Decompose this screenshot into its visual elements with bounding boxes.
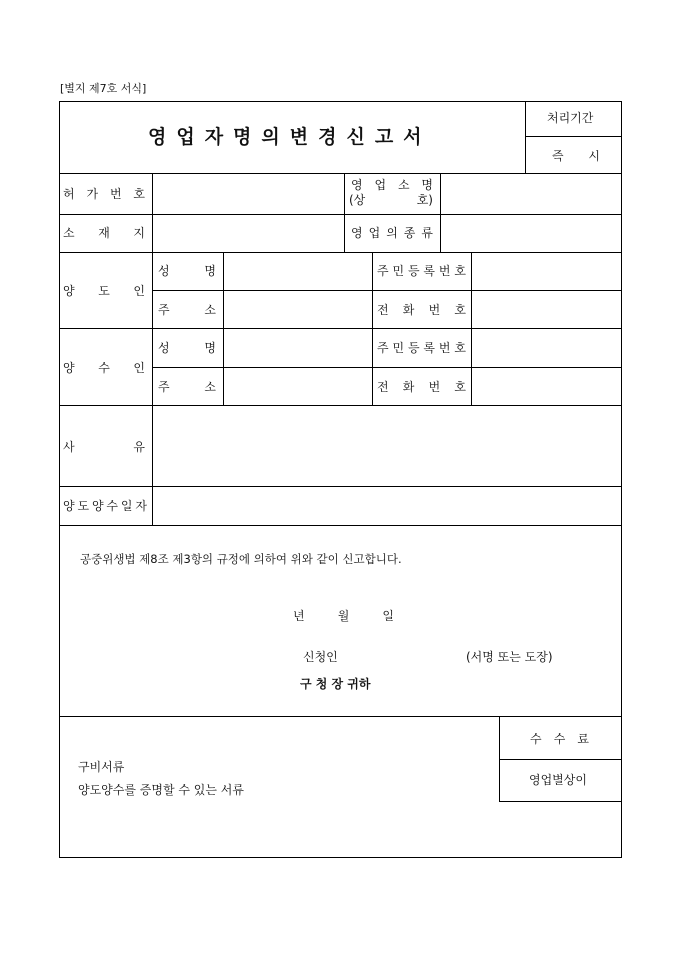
transferee-label: 양 수 인	[63, 361, 145, 375]
business-type-label: 영 업 의 종 류	[351, 226, 433, 240]
processing-period-label: 처리기간	[547, 111, 594, 125]
location-field[interactable]	[153, 215, 343, 251]
rule	[59, 525, 622, 526]
rule	[525, 101, 526, 173]
transferor-resident-number-field[interactable]	[472, 253, 621, 289]
reason-field[interactable]	[153, 406, 621, 485]
transferor-address-label: 주 소	[158, 303, 216, 317]
border-bottom	[59, 857, 622, 858]
business-name-field[interactable]	[441, 174, 621, 213]
form-number: [별지 제7호 서식]	[60, 82, 147, 95]
transferor-label: 양 도 인	[63, 284, 145, 298]
transferee-phone-field[interactable]	[472, 368, 621, 404]
location-label: 소 재 지	[63, 226, 145, 240]
transferor-address-field[interactable]	[224, 291, 371, 327]
transferee-resident-number-field[interactable]	[472, 329, 621, 366]
declaration-statement: 공중위생법 제8조 제3항의 규정에 의하여 위와 같이 신고합니다.	[80, 552, 402, 566]
transferee-phone-label: 전 화 번 호	[377, 380, 466, 394]
recipient: 구 청 장 귀하	[300, 677, 371, 691]
required-docs-item: 양도양수를 증명할 수 있는 서류	[78, 783, 244, 797]
transfer-date-label: 양 도 양 수 일 자	[63, 499, 147, 513]
border-right	[621, 101, 622, 857]
transferee-address-label: 주 소	[158, 380, 216, 394]
permit-number-label: 허 가 번 호	[63, 187, 145, 201]
transferee-name-field[interactable]	[224, 329, 371, 366]
declaration-date: 년 월 일	[293, 609, 394, 623]
reason-label: 사 유	[63, 440, 145, 454]
business-type-field[interactable]	[441, 215, 621, 251]
signature-label: (서명 또는 도장)	[466, 650, 553, 664]
transferor-resident-number-label: 주 민 등 록 번 호	[377, 264, 466, 278]
required-docs-label: 구비서류	[78, 760, 125, 774]
transfer-date-field[interactable]	[153, 487, 621, 524]
rule	[344, 173, 345, 252]
rule	[499, 801, 622, 802]
rule	[525, 136, 622, 137]
permit-number-field[interactable]	[153, 174, 343, 213]
transferor-phone-field[interactable]	[472, 291, 621, 327]
applicant-label: 신청인	[303, 650, 338, 664]
transferor-name-label: 성 명	[158, 264, 216, 278]
transferee-address-field[interactable]	[224, 368, 371, 404]
transferor-name-field[interactable]	[224, 253, 371, 289]
transferor-phone-label: 전 화 번 호	[377, 303, 466, 317]
processing-period-value: 즉 시	[552, 149, 600, 163]
rule	[499, 759, 622, 760]
fee-label: 수 수 료	[530, 732, 589, 746]
fee-value: 영업별상이	[529, 773, 587, 787]
rule	[59, 716, 622, 717]
rule	[499, 716, 500, 801]
business-name-label: 영 업 소 명	[351, 178, 433, 192]
transferee-resident-number-label: 주 민 등 록 번 호	[377, 341, 466, 355]
transferee-name-label: 성 명	[158, 341, 216, 355]
business-name-sublabel: (상 호)	[349, 193, 433, 207]
page-title: 영업자명의변경신고서	[148, 126, 432, 148]
border-left	[59, 101, 60, 857]
border-top	[59, 101, 622, 102]
rule	[372, 252, 373, 405]
